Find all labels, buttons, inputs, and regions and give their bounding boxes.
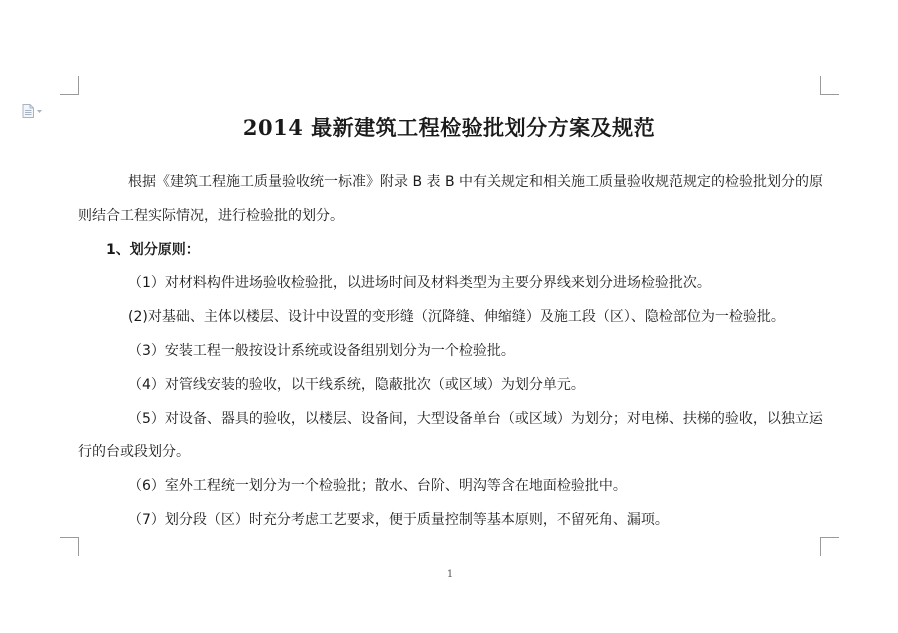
document-menu-button[interactable] <box>22 104 42 118</box>
list-item: （1）对材料构件进场验收检验批，以进场时间及材料类型为主要分界线来划分进场检验批次。 <box>128 275 711 292</box>
crop-mark-bottom-right <box>820 537 839 556</box>
list-item: （4）对管线安装的验收，以干线系统，隐蔽批次（或区域）为划分单元。 <box>128 376 585 393</box>
crop-mark-top-left <box>60 76 79 95</box>
section-heading: 1、划分原则： <box>106 241 200 258</box>
list-item: (2)对基础、主体以楼层、设计中设置的变形缝（沉降缝、伸缩缝）及施工段（区）、隐检部位为一检验批。 <box>128 309 785 326</box>
page-title: 2014 最新建筑工程检验批划分方案及规范 <box>242 115 656 141</box>
intro-paragraph: 根据《建筑工程施工质量验收统一标准》附录 B 表 B 中有关规定和相关施工质量验收规范规定的检验批划分的原则结合工程实际情况，进行检验批的划分。 <box>78 174 824 224</box>
page-number: 1 <box>446 569 454 580</box>
caret-down-icon <box>37 110 42 113</box>
list-item: （5）对设备、器具的验收，以楼层、设备间，大型设备单台（或区域）为划分；对电梯、扶梯的验收，以独立运行的台或段划分。 <box>78 410 823 461</box>
document-icon <box>22 104 34 118</box>
crop-mark-top-right <box>820 76 839 95</box>
crop-mark-bottom-left <box>60 537 79 556</box>
list-item: （3）安装工程一般按设计系统或设备组别划分为一个检验批。 <box>128 342 515 359</box>
document-body <box>78 166 828 538</box>
list-item: （6）室外工程统一划分为一个检验批；散水、台阶、明沟等含在地面检验批中。 <box>128 478 627 495</box>
list-item: （7）划分段（区）时充分考虑工艺要求，便于质量控制等基本原则，不留死角、漏项。 <box>128 511 669 528</box>
